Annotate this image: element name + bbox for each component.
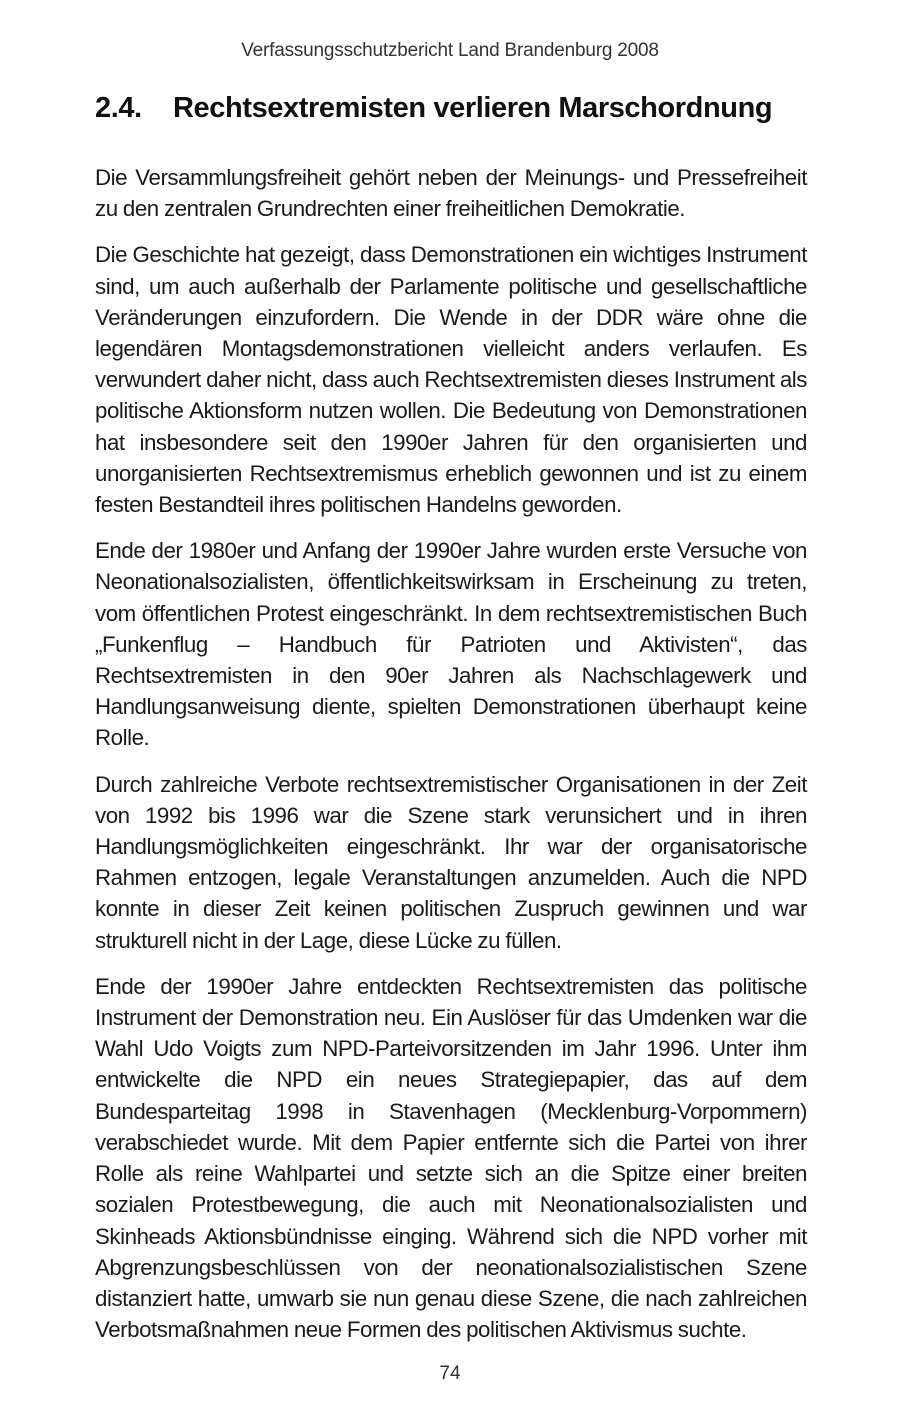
- paragraph: Die Geschichte hat gezeigt, dass Demonstrationen ein wichtiges Instrument sind, um auch außerhalb der Parlamente politische und gesellschaftliche Veränderungen einzufordern. Die Wende in der DDR wäre ohne die legendären Montagsdemonstrationen vielleicht anders verlaufen. Es verwundert daher nicht, dass auch Rechtsextremisten dieses Instrument als politische Aktionsform nutzen wollen. Die Bedeutung von Demonstrationen hat insbesondere seit den 1990er Jahren für den organisierten und unorganisierten Rechtsextremismus erheblich gewonnen und ist zu einem festen Bestandteil ihres politischen Handelns geworden.: [95, 242, 807, 518]
- page-number: 74: [439, 1363, 461, 1384]
- section-heading: [95, 92, 815, 125]
- section-number: 2.4.: [95, 92, 142, 124]
- paragraph: Ende der 1990er Jahre entdeckten Rechtsextremisten das politische Instrument der Demonstration neu. Ein Auslöser für das Umdenken war die Wahl Udo Voigts zum NPD-Parteivorsitzenden im Jahr 1996. Unter ihm entwickelte die NPD ein neues Strategiepapier, das auf dem Bundesparteitag 1998 in Stavenhagen (Mecklenburg-Vorpommern) verabschiedet wurde. Mit dem Papier entfernte sich die Partei von ihrer Rolle als reine Wahlpartei und setzte sich an die Spitze einer breiten sozialen Protestbewegung, die auch mit Neonationalsozialisten und Skinheads Aktionsbündnisse einging. Während sich die NPD vorher mit Abgrenzungsbeschlüssen von der neonationalsozialistischen Szene distanziert hatte, umwarb sie nun genau diese Szene, die nach zahlreichen Verbotsmaßnahmen neue Formen des politischen Aktivismus suchte.: [95, 973, 807, 1343]
- paragraph: Ende der 1980er und Anfang der 1990er Jahre wurden erste Versuche von Neonationalsozialisten, öffentlichkeitswirksam in Erscheinung zu treten, vom öffentlichen Protest eingeschränkt. In dem rechtsextremistischen Buch „Funkenflug – Handbuch für Patrioten und Aktivisten“, das Rechtsextremisten in den 90er Jahren als Nachschlagewerk und Handlungsanweisung diente, spielten Demonstrationen überhaupt keine Rolle.: [95, 538, 807, 751]
- running-header: Verfassungsschutzbericht Land Brandenburg 2008: [241, 40, 659, 61]
- paragraph: Die Versammlungsfreiheit gehört neben der Meinungs- und Pressefreiheit zu den zentralen Grundrechten einer freiheitlichen Demokratie.: [95, 165, 807, 222]
- paragraph: Durch zahlreiche Verbote rechtsextremistischer Organisationen in der Zeit von 1992 bis 1996 war die Szene stark verunsichert und in ihren Handlungsmöglichkeiten eingeschränkt. Ihr war der organisatorische Rahmen entzogen, legale Veranstaltungen anzumelden. Auch die NPD konnte in dieser Zeit keinen politischen Zuspruch gewinnen und war strukturell nicht in der Lage, diese Lücke zu füllen.: [95, 771, 807, 953]
- body-text: [95, 162, 807, 1360]
- section-title: Rechtsextremisten verlieren Marschordnung: [173, 92, 773, 124]
